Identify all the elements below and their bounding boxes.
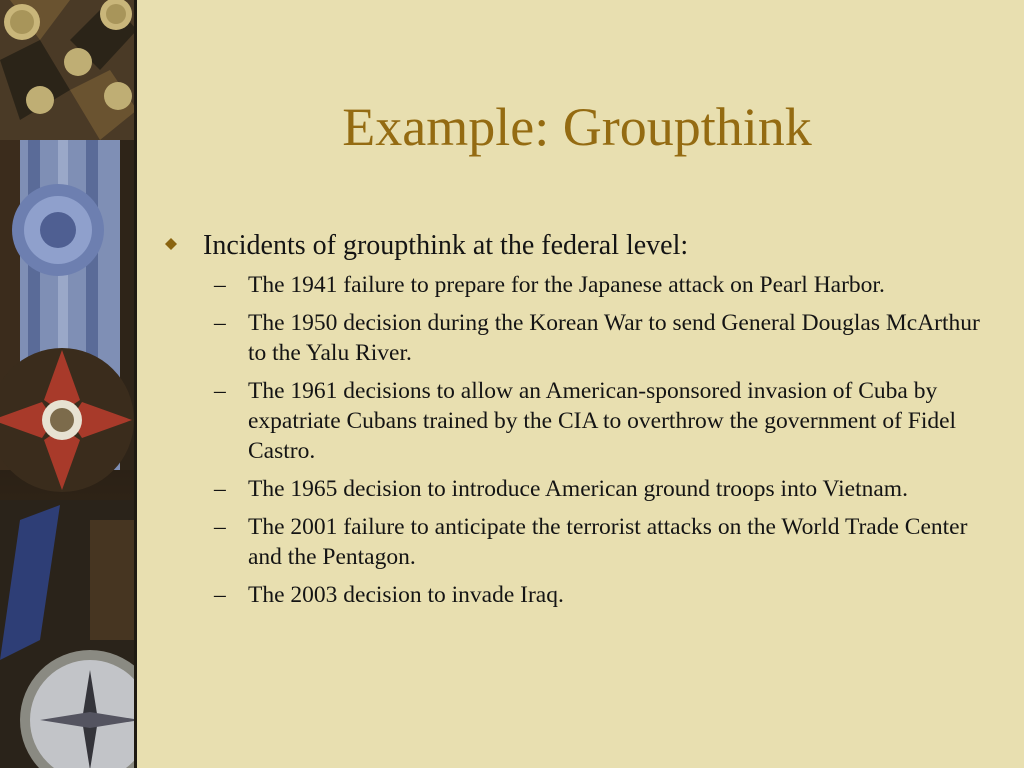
diamond-bullet-icon bbox=[165, 238, 177, 250]
sub-bullet-text: The 1950 decision during the Korean War to send General Douglas McArthur to the Yalu River. bbox=[248, 310, 980, 366]
dash-marker: – bbox=[214, 514, 226, 540]
sub-bullet-text: The 2003 decision to invade Iraq. bbox=[248, 582, 564, 608]
sub-bullet-item bbox=[165, 376, 995, 466]
decorative-sidebar-image bbox=[0, 0, 137, 768]
sub-bullet-text: The 1961 decisions to allow an American-sponsored invasion of Cuba by expatriate Cubans trained by the CIA to overthrow the government of Fidel Castro. bbox=[248, 378, 957, 464]
sub-bullet-item bbox=[165, 512, 995, 572]
slide-body bbox=[165, 228, 995, 618]
bullet-item bbox=[165, 228, 995, 264]
sub-bullet-text: The 1941 failure to prepare for the Japanese attack on Pearl Harbor. bbox=[248, 272, 885, 298]
sub-bullet-item bbox=[165, 270, 995, 300]
sub-bullet-item bbox=[165, 580, 995, 610]
dash-marker: – bbox=[214, 582, 226, 608]
medal-collage-illustration bbox=[0, 0, 137, 768]
slide-title: Example: Groupthink bbox=[342, 97, 812, 157]
dash-marker: – bbox=[214, 310, 226, 336]
dash-marker: – bbox=[214, 378, 226, 404]
bullet-text: Incidents of groupthink at the federal level: bbox=[203, 230, 689, 261]
sub-bullet-item bbox=[165, 474, 995, 504]
sub-bullet-text: The 2001 failure to anticipate the terrorist attacks on the World Trade Center and the Pentagon. bbox=[248, 514, 968, 570]
dash-marker: – bbox=[214, 272, 226, 298]
dash-marker: – bbox=[214, 476, 226, 502]
sub-bullet-list bbox=[165, 270, 995, 610]
slide-content-area bbox=[137, 0, 1024, 768]
sub-bullet-text: The 1965 decision to introduce American ground troops into Vietnam. bbox=[248, 476, 908, 502]
sub-bullet-item bbox=[165, 308, 995, 368]
